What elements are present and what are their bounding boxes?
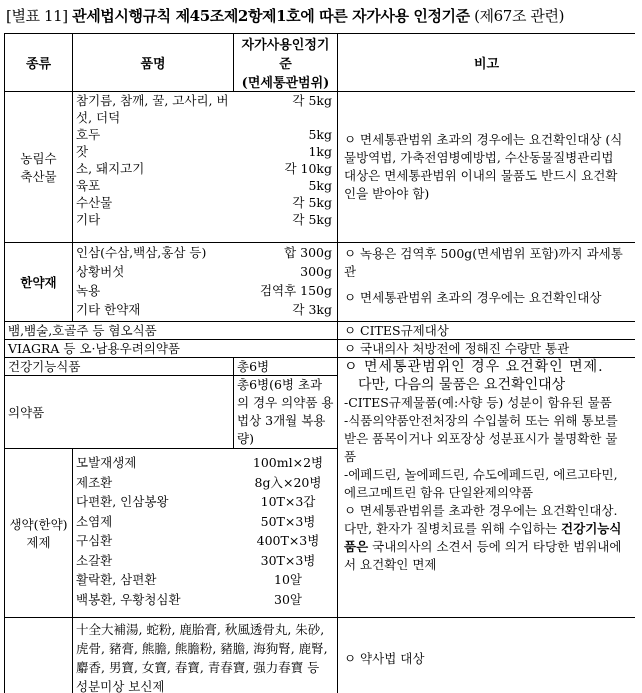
agri-item-3-qty: 각 10kg (234, 160, 338, 177)
title-main: 관세법시행규칙 제45조제2항제1호에 따른 자가사용 인정기준 (72, 7, 470, 25)
herbal-item-3-qty: 각 3kg (234, 300, 338, 319)
mid-note-1: ㅇ 면세통관범위인 경우 요건확인 면제. (344, 358, 629, 376)
raw-item-3-qty: 50T×3병 (248, 512, 328, 532)
mid-note-6c: 국내의사의 소견서 등에 의거 타당한 범위내에서 요건확인 면제 (344, 539, 621, 572)
raw-herbal-items (73, 449, 338, 618)
header-kind: 종류 (5, 34, 73, 92)
herbal-item-0-name: 인삼(수삼,백삼,홍삼 등) (73, 243, 234, 262)
chinese-items: 十全大補湯, 蛇粉, 鹿胎膏, 秋風透骨丸, 朱砂, 虎骨, 豬膏, 熊膽, 熊膽粉, 豬膽, 海狗腎, 鹿腎, 麝香, 男寶, 女寶, 春寶, 青春寶, 强力春寶 등 성분미상 보신제 (73, 618, 338, 693)
mid-note-6 (344, 502, 629, 574)
herbal-item-1-qty: 300g (234, 262, 338, 281)
header-row (5, 34, 636, 92)
herbal-item-2-qty: 검역후 150g (234, 281, 338, 300)
agri-item-1-qty: 5kg (234, 126, 338, 143)
agri-item-5-qty: 각 5kg (234, 194, 338, 211)
agri-item-1-name: 호두 (73, 126, 234, 143)
medicine-qty: 총6병(6병 초과의 경우 의약품 용법상 3개월 복용량) (234, 376, 338, 449)
raw-item-4-qty: 400T×3병 (248, 531, 328, 551)
raw-herbal-category: 생약(한약) 제제 (5, 449, 73, 618)
herbal-note (338, 243, 636, 322)
agri-item-0-name: 참기름, 참깨, 꿀, 고사리, 버섯, 더덕 (73, 92, 234, 126)
agri-item-5-name: 수산물 (73, 194, 234, 211)
agri-item-4-qty: 5kg (234, 177, 338, 194)
raw-item-3-name: 소염제 (73, 512, 248, 532)
row-health (5, 358, 636, 376)
raw-item-1-name: 제조환 (73, 473, 248, 493)
medicine-name: 의약품 (5, 376, 234, 449)
raw-item-6-name: 활락환, 삼편환 (73, 570, 248, 590)
agri-item-2-name: 잣 (73, 143, 234, 160)
mid-note-3: -CITES규제물품(예:사향 등) 성분이 함유된 물품 (344, 394, 629, 412)
row-viagra (5, 340, 636, 358)
agri-note: ㅇ 면세통관범위 초과의 경우에는 요건확인대상 (식물방역법, 가축전염병예방법, 수산동물질병관리법 대상은 면세통관범위 이내의 물품도 반드시 요건확인을 받아야 함) (338, 92, 636, 243)
raw-item-0-name: 모발재생제 (73, 453, 248, 473)
viagra-name: VIAGRA 등 오·남용우려의약품 (5, 340, 338, 358)
raw-item-2-name: 다편환, 인삼봉왕 (73, 492, 248, 512)
row-herbal (5, 243, 636, 322)
agri-item-4-name: 육포 (73, 177, 234, 194)
mid-note-6b: 건강기능식품은 (344, 521, 621, 554)
raw-item-6-qty: 10알 (248, 570, 328, 590)
title-prefix: [별표 11] (6, 7, 68, 25)
chinese-note: ㅇ 약사법 대상 (338, 618, 636, 693)
agri-category: 농림수 축산물 (5, 92, 73, 243)
snake-note: ㅇ CITES규제대상 (338, 322, 636, 340)
herbal-item-2-name: 녹용 (73, 281, 234, 300)
herbal-item-1-name: 상황버섯 (73, 262, 234, 281)
snake-name: 뱀,뱀술,호골주 등 혐오식품 (5, 322, 338, 340)
agri-item-3-name: 소, 돼지고기 (73, 160, 234, 177)
raw-item-1-qty: 8g入×20병 (248, 473, 328, 493)
mid-note-5: -에페드린, 놀에페드린, 슈도에페드린, 에르고타민, 에르고메트린 함유 단일완제의약품 (344, 466, 629, 502)
herbal-category: 한약재 (5, 243, 73, 322)
header-item: 품명 (73, 34, 234, 92)
raw-item-7-qty: 30알 (248, 590, 328, 610)
header-standard (234, 34, 338, 92)
health-qty: 총6병 (234, 358, 338, 376)
viagra-note: ㅇ 국내의사 처방전에 정해진 수량만 통관 (338, 340, 636, 358)
herbal-item-3-name: 기타 한약재 (73, 300, 234, 319)
mid-note-4: -식품의약품안전처장의 수입불허 또는 위해 통보를 받은 품목이거나 외포장상 성분표시가 불명확한 물품 (344, 412, 629, 466)
herbal-note-2: ㅇ 면세통관범위 초과의 경우에는 요건확인대상 (344, 289, 629, 307)
agri-items (73, 92, 338, 243)
raw-item-7-name: 백봉환, 우황청심환 (73, 590, 248, 610)
row-snake (5, 322, 636, 340)
mid-note-2: 다만, 다음의 물품은 요건확인대상 (344, 376, 629, 394)
header-note: 비고 (338, 34, 636, 92)
raw-item-0-qty: 100ml×2병 (248, 453, 328, 473)
agri-item-6-name: 기타 (73, 211, 234, 228)
title-suffix: (제67조 관련) (474, 7, 564, 25)
header-standard-line1: 자가사용인정기준 (237, 34, 334, 72)
raw-item-5-qty: 30T×3병 (248, 551, 328, 571)
herbal-items (73, 243, 338, 322)
herbal-item-0-qty: 합 300g (234, 243, 338, 262)
standards-table-frame (4, 33, 635, 693)
agri-item-2-qty: 1kg (234, 143, 338, 160)
herbal-note-1: ㅇ 녹용은 검역후 500g(면세범위 포함)까지 과세통관 (344, 245, 629, 281)
row-chinese (5, 618, 636, 693)
row-agri (5, 92, 636, 243)
standards-table (4, 33, 635, 693)
agri-item-0-qty: 각 5kg (234, 92, 338, 126)
page-title (6, 5, 564, 26)
health-name: 건강기능식품 (5, 358, 234, 376)
raw-item-4-name: 구심환 (73, 531, 248, 551)
header-standard-line2: (면세통관범위) (237, 72, 334, 91)
mid-note (338, 358, 636, 618)
chinese-category (5, 618, 73, 693)
agri-item-6-qty: 각 5kg (234, 211, 338, 228)
raw-item-5-name: 소갈환 (73, 551, 248, 571)
mid-note-6a: ㅇ 면세통관범위를 초과한 경우에는 요건확인대상. 다만, 환자가 질병치료를 위해 수입하는 (344, 503, 617, 536)
raw-item-2-qty: 10T×3갑 (248, 492, 328, 512)
